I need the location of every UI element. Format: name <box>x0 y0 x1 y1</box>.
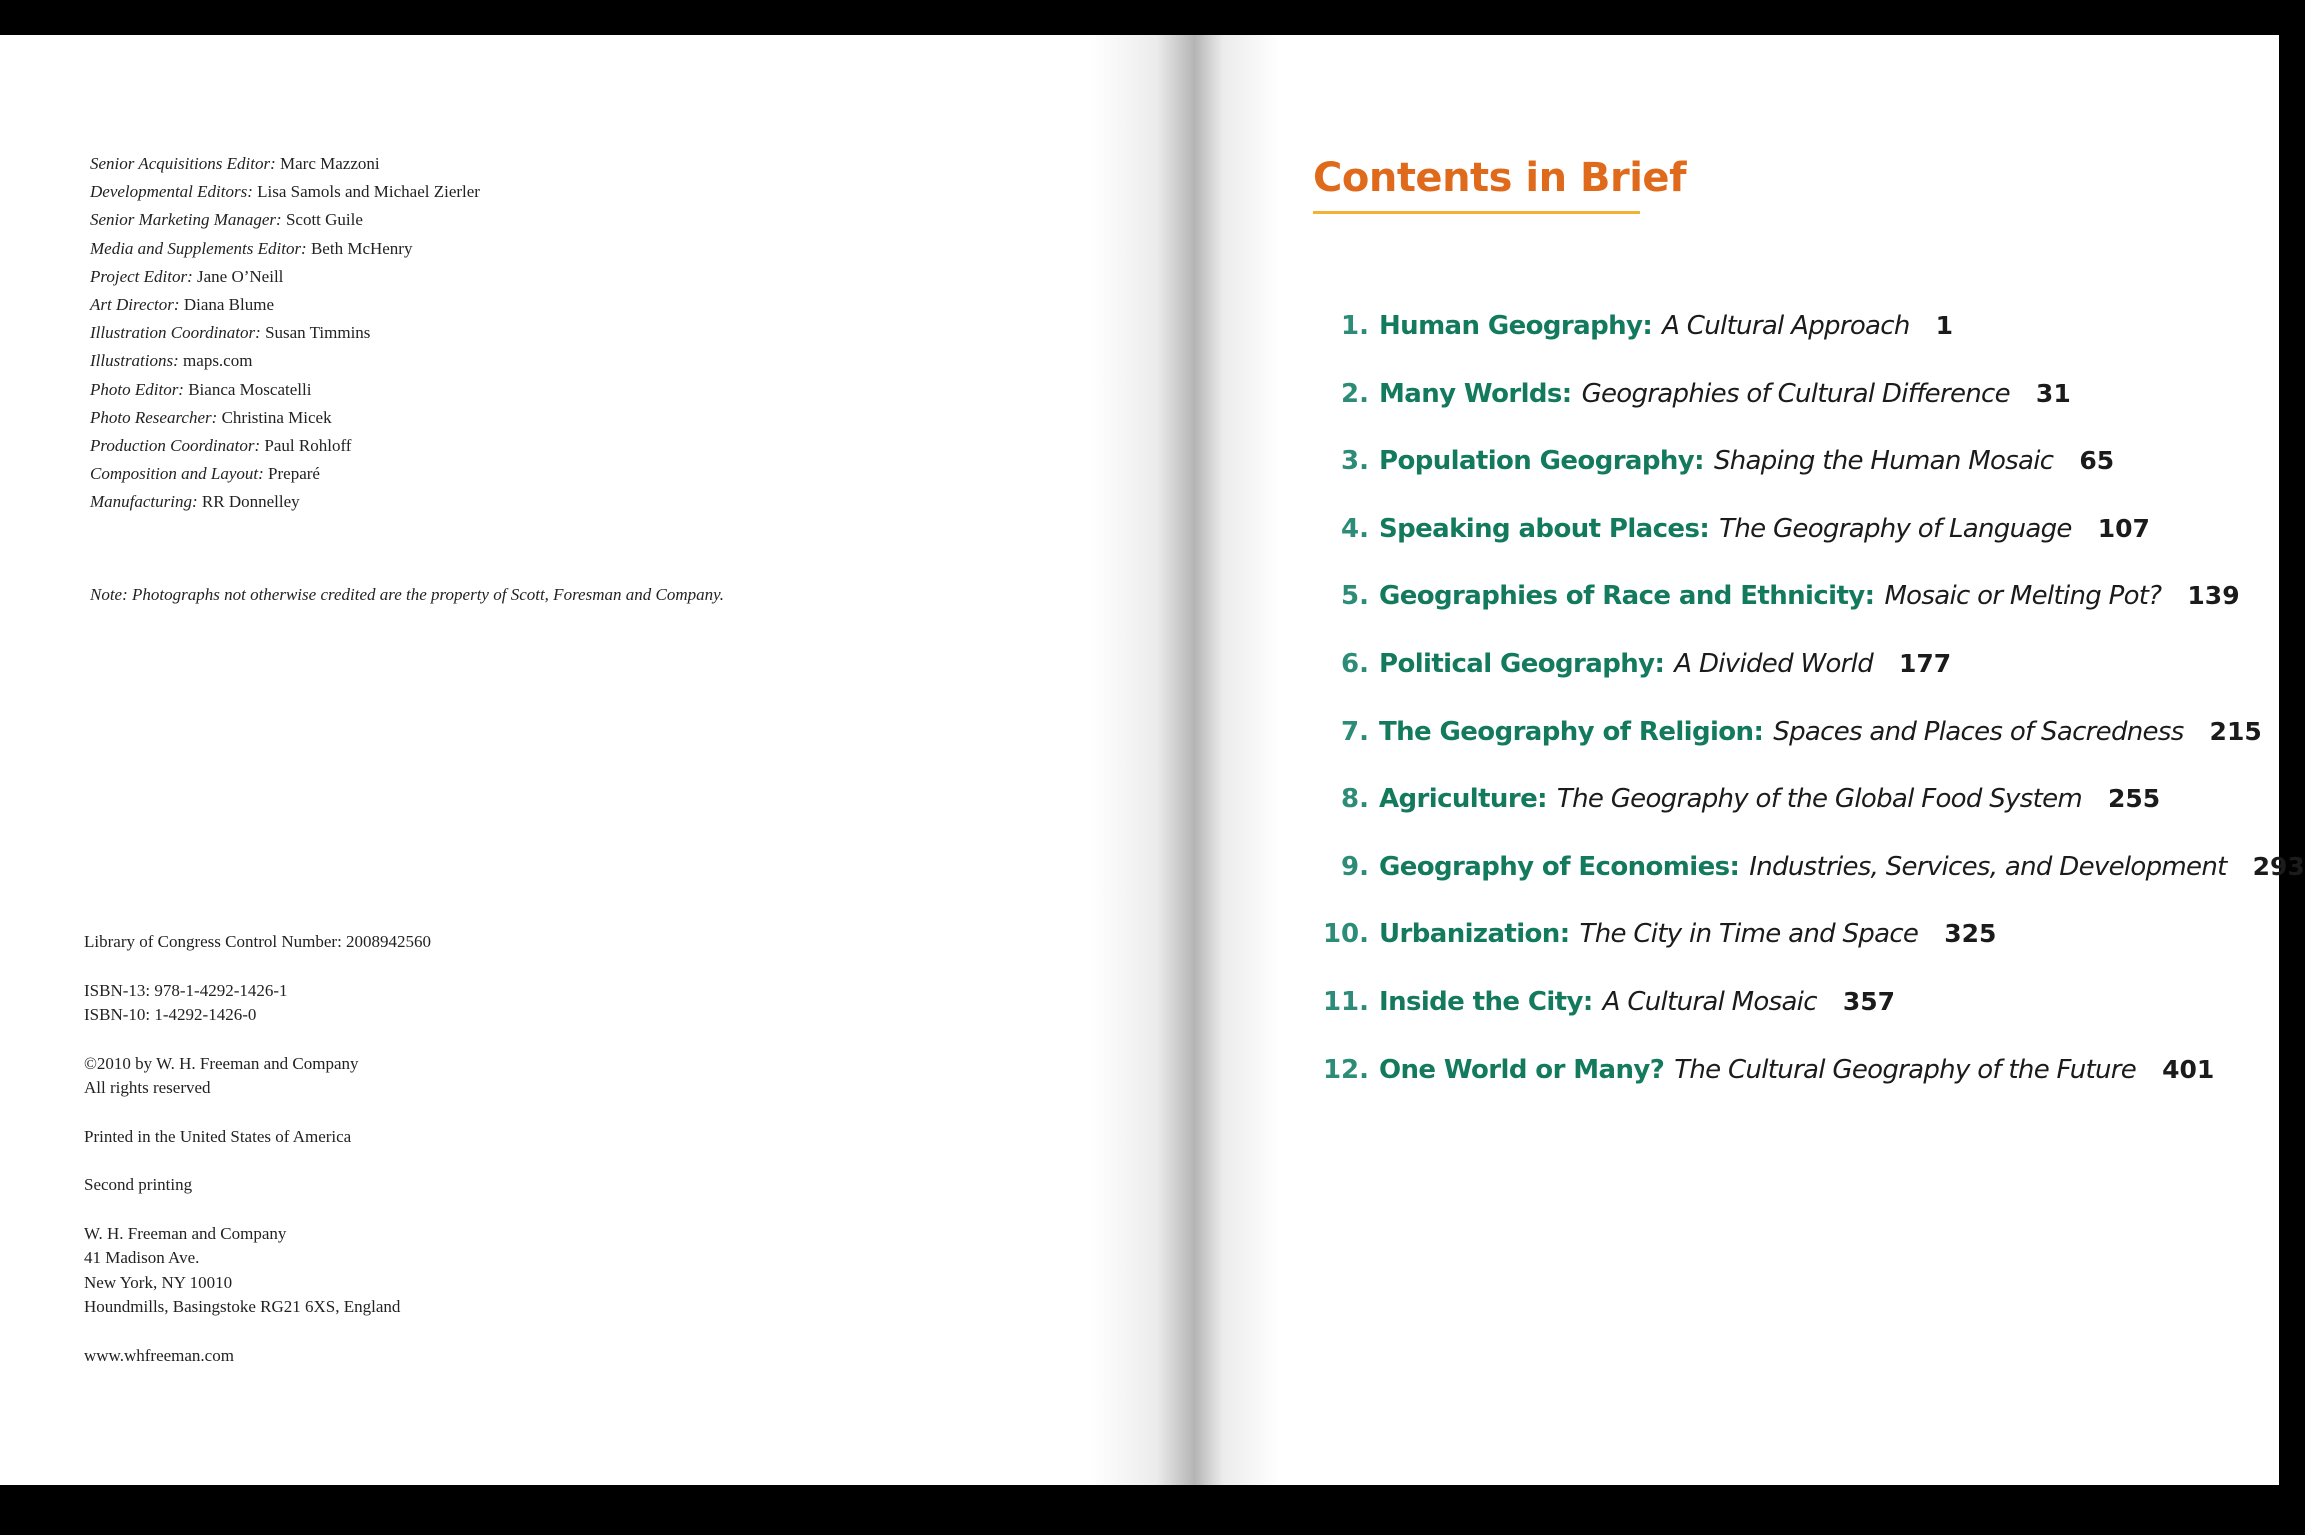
publisher-address <box>84 1222 431 1320</box>
contents-page <box>1185 35 2305 1485</box>
rights-line: All rights reserved <box>84 1078 211 1097</box>
chapter-number: 5. <box>1341 581 1369 612</box>
chapter-title: Agriculture: <box>1379 784 1547 815</box>
chapter-page: 357 <box>1842 986 1895 1016</box>
chapter-subtitle: Mosaic or Melting Pot? <box>1884 581 2162 612</box>
chapter-title: Many Worlds: <box>1379 378 1572 409</box>
toc-entry <box>1313 571 2305 639</box>
credit-name: Scott Guile <box>285 210 363 230</box>
credit-line <box>90 291 480 319</box>
credit-line <box>90 319 480 347</box>
chapter-number: 6. <box>1341 648 1369 679</box>
toc-entry <box>1313 639 2305 707</box>
publisher-uk-address: Houndmills, Basingstoke RG21 6XS, England <box>84 1297 401 1316</box>
chapter-page: 65 <box>2079 446 2115 476</box>
credit-name: RR Donnelley <box>201 492 300 512</box>
credit-name: Paul Rohloff <box>264 436 352 456</box>
credits-list <box>90 150 480 517</box>
credit-role: Photo Editor: <box>90 379 184 399</box>
chapter-page: 325 <box>1944 919 1997 949</box>
chapter-number: 8. <box>1341 784 1369 815</box>
toc-entry <box>1313 977 2305 1045</box>
credit-name: Beth McHenry <box>310 238 413 258</box>
credit-name: Marc Mazzoni <box>280 154 380 173</box>
credit-name: Jane O’Neill <box>197 266 284 286</box>
chapter-number: 11. <box>1322 986 1369 1017</box>
toc-entry <box>1313 909 2305 977</box>
publisher-city: New York, NY 10010 <box>84 1272 233 1292</box>
toc-entry <box>1313 707 2305 775</box>
toc-entry <box>1313 842 2305 910</box>
book-spread <box>0 35 2305 1485</box>
chapter-page: 139 <box>2187 581 2240 611</box>
chapter-title: Speaking about Places: <box>1379 513 1710 544</box>
chapter-page: 215 <box>2209 716 2262 746</box>
toc-list <box>1313 301 2305 1112</box>
chapter-title: Inside the City: <box>1379 986 1593 1017</box>
chapter-subtitle: A Divided World <box>1674 648 1874 679</box>
chapter-subtitle: The Cultural Geography of the Future <box>1674 1054 2137 1085</box>
toc-entry <box>1313 774 2305 842</box>
chapter-page: 255 <box>2108 784 2161 814</box>
toc-entry <box>1313 369 2305 437</box>
credit-role: Manufacturing: <box>90 492 198 512</box>
credit-role: Art Director: <box>90 295 180 315</box>
chapter-subtitle: The Geography of the Global Food System <box>1556 784 2082 815</box>
chapter-title: Geography of Economies: <box>1379 851 1740 882</box>
isbn-block <box>84 979 431 1028</box>
credit-line <box>90 432 480 460</box>
credit-role: Project Editor: <box>90 266 193 286</box>
credit-name: Christina Micek <box>221 407 332 427</box>
credit-name: Preparé <box>268 464 320 484</box>
page-title: Contents in Brief <box>1313 155 1686 201</box>
credit-role: Composition and Layout: <box>90 464 264 484</box>
toc-entry <box>1313 504 2305 572</box>
credit-name: Lisa Samols and Michael Zierler <box>257 182 480 202</box>
chapter-subtitle: Shaping the Human Mosaic <box>1713 446 2054 477</box>
printing-edition: Second printing <box>84 1175 193 1194</box>
chapter-title: The Geography of Religion: <box>1379 716 1764 747</box>
credit-role: Media and Supplements Editor: <box>90 238 307 258</box>
credit-line <box>90 150 480 178</box>
publication-info <box>84 930 431 1392</box>
chapter-number: 2. <box>1341 378 1369 409</box>
credit-role: Senior Marketing Manager: <box>90 210 282 230</box>
chapter-page: 31 <box>2035 378 2071 408</box>
toc-entry <box>1313 1045 2305 1113</box>
chapter-title: Political Geography: <box>1379 648 1665 679</box>
chapter-number: 3. <box>1341 446 1369 477</box>
credit-line <box>90 178 480 206</box>
credit-role: Production Coordinator: <box>90 436 261 456</box>
credit-line <box>90 404 480 432</box>
credit-role: Photo Researcher: <box>90 407 218 427</box>
chapter-page: 107 <box>2097 513 2150 543</box>
chapter-title: Human Geography: <box>1379 311 1653 341</box>
isbn-13: ISBN-13: 978-1-4292-1426-1 <box>84 980 288 1000</box>
isbn-10: ISBN-10: 1-4292-1426-0 <box>84 1005 257 1024</box>
chapter-page: 177 <box>1899 648 1952 678</box>
credit-role: Illustration Coordinator: <box>90 323 261 343</box>
chapter-subtitle: A Cultural Mosaic <box>1602 986 1817 1017</box>
chapter-number: 4. <box>1341 513 1369 544</box>
credit-line <box>90 263 480 291</box>
credit-name: Bianca Moscatelli <box>188 379 312 399</box>
chapter-page: 293 <box>2252 851 2305 881</box>
credit-line <box>90 376 480 404</box>
chapter-subtitle: Spaces and Places of Sacredness <box>1773 716 2184 747</box>
printed-in: Printed in the United States of America <box>84 1126 352 1146</box>
chapter-number: 1. <box>1341 311 1369 341</box>
publisher-street: 41 Madison Ave. <box>84 1248 200 1267</box>
credit-line <box>90 347 480 375</box>
chapter-page: 401 <box>2162 1054 2215 1084</box>
chapter-number: 9. <box>1341 851 1369 882</box>
credit-line <box>90 206 480 234</box>
credit-name: maps.com <box>183 351 253 371</box>
copyright-page <box>0 35 1185 1485</box>
chapter-subtitle: Industries, Services, and Development <box>1749 851 2227 882</box>
credit-role: Developmental Editors: <box>90 182 253 202</box>
chapter-subtitle: Geographies of Cultural Difference <box>1581 378 2010 409</box>
chapter-title: One World or Many? <box>1379 1054 1665 1085</box>
credit-line <box>90 460 480 488</box>
credit-name: Diana Blume <box>183 295 274 315</box>
loc-number: Library of Congress Control Number: 2008942560 <box>84 932 432 951</box>
chapter-subtitle: The City in Time and Space <box>1579 919 1919 950</box>
chapter-number: 7. <box>1341 716 1369 747</box>
chapter-title: Population Geography: <box>1379 446 1704 477</box>
chapter-title: Geographies of Race and Ethnicity: <box>1379 581 1875 612</box>
chapter-subtitle: A Cultural Approach <box>1662 311 1910 341</box>
publisher-name: W. H. Freeman and Company <box>84 1223 287 1243</box>
credit-role: Senior Acquisitions Editor: <box>90 154 276 173</box>
title-underline <box>1313 211 1640 214</box>
publisher-website: www.whfreeman.com <box>84 1345 234 1365</box>
credit-role: Illustrations: <box>90 351 179 371</box>
chapter-number: 10. <box>1322 919 1369 950</box>
chapter-title: Urbanization: <box>1379 919 1570 950</box>
toc-entry <box>1313 436 2305 504</box>
photo-credit-note: Note: Photographs not otherwise credited are the property of Scott, Foresman and Company. <box>90 585 724 604</box>
chapter-number: 12. <box>1322 1054 1369 1085</box>
toc-entry <box>1313 301 2305 369</box>
copyright-block <box>84 1052 431 1101</box>
copyright-line: ©2010 by W. H. Freeman and Company <box>84 1053 359 1073</box>
credit-line <box>90 235 480 263</box>
chapter-subtitle: The Geography of Language <box>1719 513 2072 544</box>
credit-name: Susan Timmins <box>265 323 371 343</box>
chapter-page: 1 <box>1935 311 1954 340</box>
credit-line <box>90 488 480 516</box>
